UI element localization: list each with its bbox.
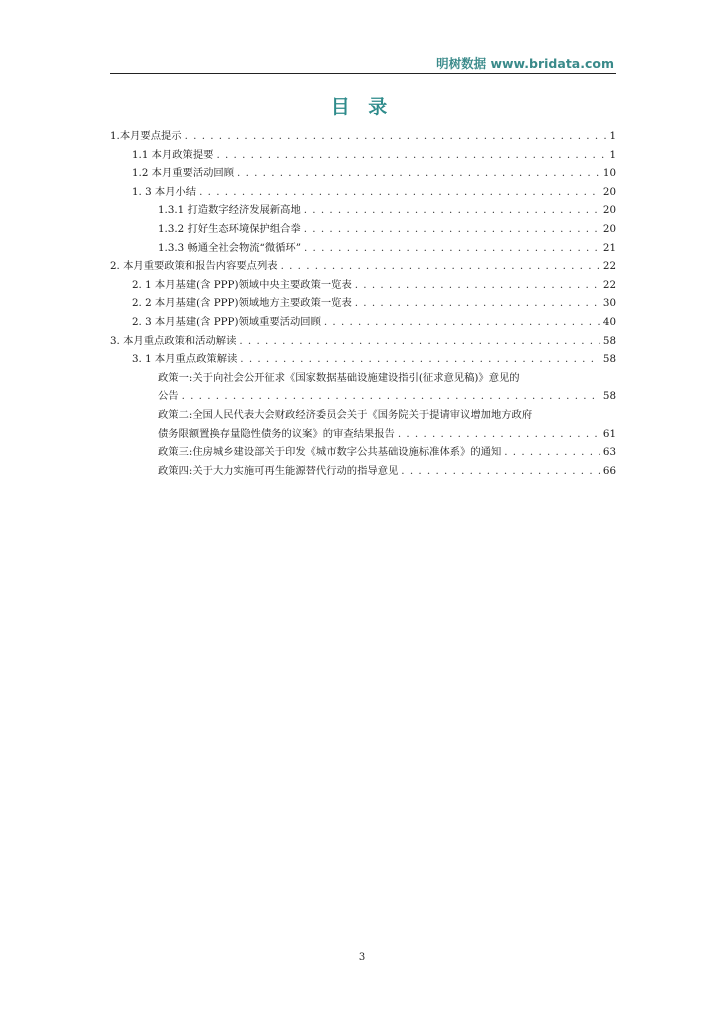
toc-entry-text: 政策一:关于向社会公开征求《国家数据基础设施建设指引(征求意见稿)》意见的: [158, 371, 520, 384]
toc-leader-dots: [324, 313, 600, 332]
toc-leader-dots: [216, 146, 606, 165]
toc-entry-text: 公告: [158, 390, 179, 403]
toc-entry-text: 1.3.3 畅通全社会物流“微循环”: [158, 241, 301, 254]
toc-leader-dots: [401, 462, 600, 481]
toc-entry[interactable]: [110, 425, 616, 444]
toc-entry[interactable]: [110, 462, 616, 481]
toc-entry-page: 1: [609, 130, 616, 142]
toc-entry-text: 政策二:全国人民代表大会财政经济委员会关于《国务院关于提请审议增加地方政府: [158, 408, 533, 421]
toc-entry-page: 61: [602, 427, 616, 440]
toc-entry[interactable]: [110, 127, 616, 146]
toc-entry[interactable]: [110, 220, 616, 239]
toc-entry-text: 3. 1 本月重点政策解读: [132, 353, 238, 366]
toc-entry[interactable]: [110, 387, 616, 406]
toc-entry[interactable]: [110, 294, 616, 313]
toc-entry-text: 债务限额置换存量隐性债务的议案》的审查结果报告: [158, 427, 395, 440]
toc-entry-text: 政策三:住房城乡建设部关于印发《城市数字公共基础设施标准体系》的通知: [158, 446, 502, 459]
toc-entry-text: 2. 3 本月基建(含 PPP)领域重要活动回顾: [132, 315, 321, 328]
toc-entry-line[interactable]: [110, 369, 616, 388]
toc-entry-page: 1: [609, 148, 616, 161]
toc-entry-page: 22: [602, 278, 616, 291]
toc-entry[interactable]: [110, 443, 616, 462]
toc-entry[interactable]: [110, 239, 616, 258]
toc-entry-page: 58: [602, 390, 616, 403]
toc-entry-text: 1. 3 本月小结: [132, 185, 197, 198]
toc-entry-text: 1.3.2 打好生态环境保护组合拳: [158, 222, 301, 235]
toc-entry-text: 1.1 本月政策提要: [132, 148, 214, 161]
toc-leader-dots: [281, 257, 600, 276]
toc-entry-text: 1.2 本月重要活动回顾: [132, 167, 235, 180]
page-number: 3: [358, 952, 366, 963]
toc-entry-text: 政策四:关于大力实施可再生能源替代行动的指导意见: [158, 464, 399, 477]
toc-entry-text: 1.3.1 打造数字经济发展新高地: [158, 204, 301, 217]
table-of-contents: [110, 127, 616, 480]
toc-leader-dots: [504, 443, 600, 462]
toc-leader-dots: [182, 387, 600, 406]
toc-title: 目 录: [330, 96, 394, 118]
toc-entry-text: 2. 本月重要政策和报告内容要点列表: [110, 260, 278, 273]
toc-leader-dots: [398, 425, 600, 444]
toc-entry-line[interactable]: [110, 406, 616, 425]
toc-entry-page: 40: [602, 315, 616, 328]
toc-leader-dots: [239, 332, 600, 351]
toc-entry[interactable]: [110, 146, 616, 165]
toc-entry[interactable]: [110, 350, 616, 369]
toc-entry[interactable]: [110, 201, 616, 220]
toc-leader-dots: [304, 239, 600, 258]
toc-entry[interactable]: [110, 313, 616, 332]
toc-entry-page: 30: [602, 297, 616, 310]
toc-entry-page: 63: [602, 446, 616, 459]
header-divider: [110, 73, 616, 74]
toc-entry[interactable]: [110, 164, 616, 183]
toc-entry[interactable]: [110, 183, 616, 202]
toc-leader-dots: [185, 127, 607, 146]
header-brand: 明树数据 www.bridata.com: [436, 56, 614, 71]
toc-entry-page: 66: [602, 464, 616, 477]
toc-entry-text: 3. 本月重点政策和活动解读: [110, 334, 237, 347]
toc-entry[interactable]: [110, 257, 616, 276]
toc-entry-page: 10: [602, 167, 616, 180]
toc-entry-page: 20: [602, 185, 616, 198]
toc-entry-page: 20: [602, 222, 616, 235]
toc-entry-page: 58: [602, 353, 616, 366]
toc-leader-dots: [240, 350, 600, 369]
toc-entry-page: 22: [602, 260, 616, 273]
toc-entry-text: 2. 1 本月基建(含 PPP)领域中央主要政策一览表: [132, 278, 352, 291]
toc-leader-dots: [304, 220, 600, 239]
toc-entry-page: 58: [602, 334, 616, 347]
toc-entry[interactable]: [110, 332, 616, 351]
toc-leader-dots: [304, 201, 600, 220]
toc-leader-dots: [355, 294, 600, 313]
toc-leader-dots: [199, 183, 600, 202]
toc-entry-text: 2. 2 本月基建(含 PPP)领域地方主要政策一览表: [132, 297, 352, 310]
toc-entry-page: 20: [602, 204, 616, 217]
toc-leader-dots: [237, 164, 600, 183]
toc-entry-page: 21: [602, 241, 616, 254]
toc-entry[interactable]: [110, 276, 616, 295]
toc-entry-text: 1.本月要点提示: [110, 130, 182, 142]
toc-leader-dots: [355, 276, 600, 295]
